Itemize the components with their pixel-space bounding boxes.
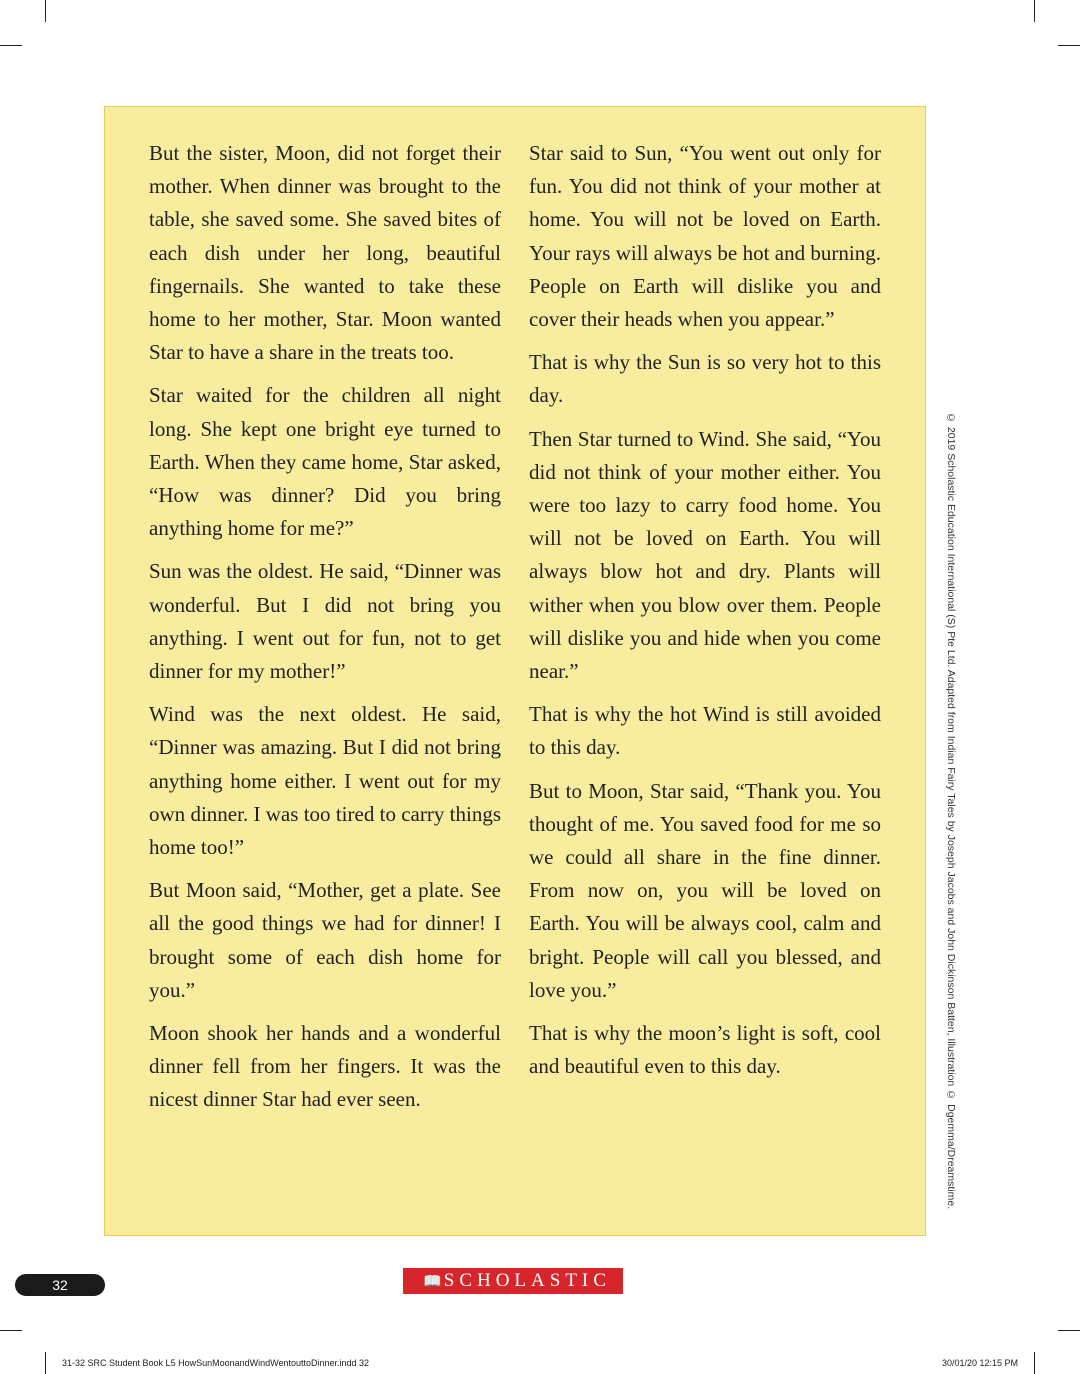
story-paragraph: But to Moon, Star said, “Thank you. You thought of me. You saved food for me so we could all share in the fine dinner. From now on, you will be loved on Earth. You will be always cool, calm and bright. People will call you blessed, and love you.” [529, 778, 881, 1002]
story-left-column [149, 137, 501, 1127]
scholastic-logo [403, 1268, 623, 1294]
open-book-icon: 📖 [423, 1274, 442, 1290]
slug-date: 30/01/20 12:15 PM [942, 1358, 1019, 1368]
story-paragraph: But Moon said, “Mother, get a plate. See all the good things we had for dinner! I brought some of each dish home for you.” [149, 878, 501, 1002]
crop-mark [1034, 1352, 1035, 1374]
page-number-badge [15, 1274, 105, 1296]
story-paragraph: Wind was the next oldest. He said, “Dinner was amazing. But I did not bring anything home either. I went out for my own dinner. I was too tired to carry things home too!” [149, 702, 501, 860]
copyright-notice: © 2019 Scholastic Education International (S) Pte Ltd. Adapted from Indian Fairy Tales by Joseph Jacobs and John Dickinson Batten, Illustration © Dgemma/Dreamstime. [945, 412, 957, 1210]
story-paragraph: But the sister, Moon, did not forget their mother. When dinner was brought to the table, she saved some. She saved bites of each dish under her long, beautiful fingernails. She wanted to take these home to her mother, Star. Moon wanted Star to have a share in the treats too. [149, 141, 501, 365]
logo-text: SCHOLASTIC [443, 1270, 611, 1291]
story-paragraph: That is why the Sun is so very hot to this day. [529, 350, 881, 408]
crop-mark [0, 1330, 22, 1331]
story-paragraph: Star waited for the children all night long. She kept one bright eye turned to Earth. When they came home, Star asked, “How was dinner? Did you bring anything home for me?” [149, 383, 501, 541]
story-paragraph: Star said to Sun, “You went out only for fun. You did not think of your mother at home. You will not be loved on Earth. Your rays will always be hot and burning. People on Earth will dislike you and cover their heads when you appear.” [529, 141, 881, 332]
crop-mark [0, 45, 22, 46]
crop-mark [1058, 45, 1080, 46]
story-box [104, 106, 926, 1236]
slug-filename: 31-32 SRC Student Book L5 HowSunMoonandWindWentouttoDinner.indd 32 [62, 1358, 370, 1368]
page-number: 32 [52, 1277, 68, 1293]
story-paragraph: Then Star turned to Wind. She said, “You did not think of your mother either. You were too lazy to carry food home. You will not be loved on Earth. You will always blow hot and dry. Plants will wither when you blow over them. People will dislike you and hide when you come near.” [529, 426, 881, 684]
crop-mark [45, 0, 46, 22]
story-paragraph: Sun was the oldest. He said, “Dinner was wonderful. But I did not bring you anything. I went out for fun, not to get dinner for my mother!” [149, 559, 501, 684]
crop-mark [1058, 1330, 1080, 1331]
story-paragraph: Moon shook her hands and a wonderful dinner fell from her fingers. It was the nicest dinner Star had ever seen. [149, 1021, 501, 1112]
crop-mark [1034, 0, 1035, 22]
crop-mark [45, 1352, 46, 1374]
story-paragraph: That is why the hot Wind is still avoided to this day. [529, 702, 881, 760]
story-paragraph: That is why the moon’s light is soft, cool and beautiful even to this day. [529, 1021, 881, 1079]
story-right-column [529, 137, 881, 1093]
